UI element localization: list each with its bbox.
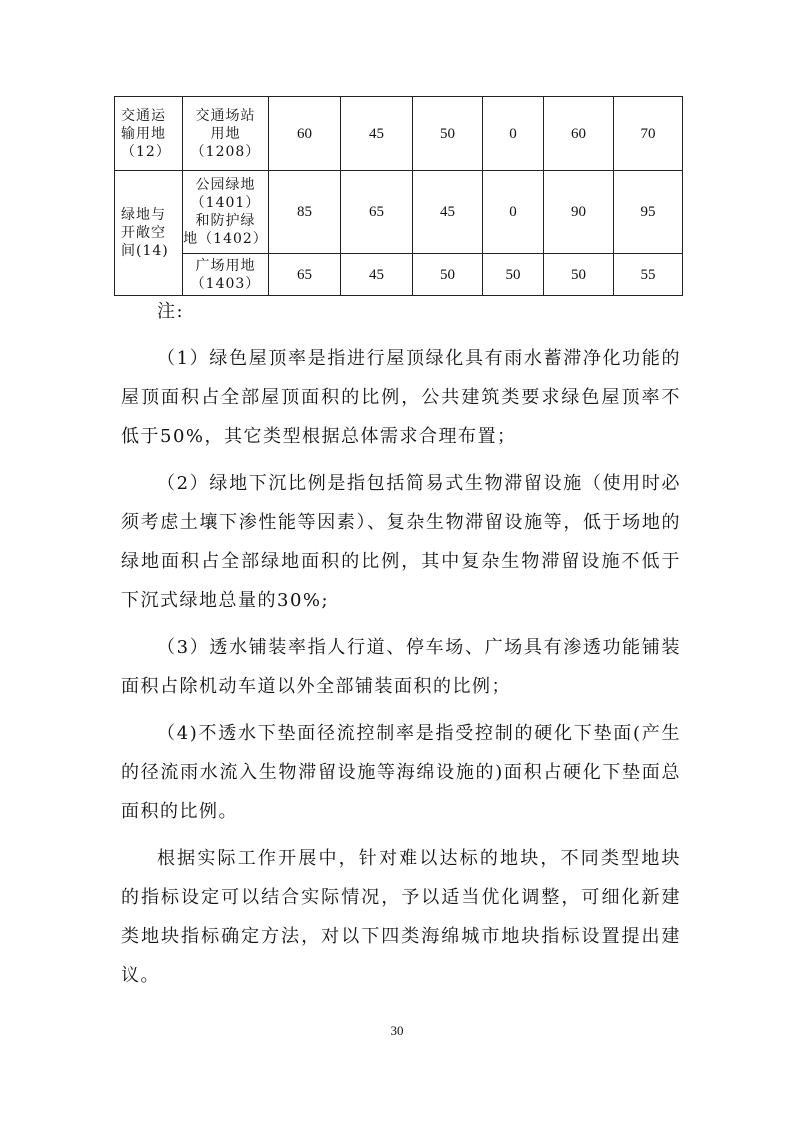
note-item: （4)不透水下垫面径流控制率是指受控制的硬化下垫面(产生的径流雨水流入生物滞留设施等海绵设施的)面积占硬化下垫面总面积的比例。 bbox=[121, 723, 681, 822]
table-row bbox=[115, 254, 683, 296]
table-row bbox=[115, 171, 683, 254]
subcategory-cell bbox=[183, 254, 269, 296]
category-cell bbox=[115, 171, 183, 296]
value-cell: 45 bbox=[341, 97, 413, 171]
subcategory-text: 和防护绿 bbox=[195, 213, 256, 229]
notes-label: 注: bbox=[157, 301, 185, 322]
value-cell: 85 bbox=[269, 171, 341, 254]
page-number: 30 bbox=[390, 1023, 404, 1038]
value-cell: 0 bbox=[483, 171, 544, 254]
category-text: 间(14) bbox=[121, 243, 169, 259]
category-cell bbox=[115, 97, 183, 171]
note-item: （2）绿地下沉比例是指包括简易式生物滞留设施（使用时必须考虑土壤下渗性能等因素）、复杂生物滞留设施等，低于场地的绿地面积占全部绿地面积的比例，其中复杂生物滞留设施不低于下沉式绿地总量的30%; bbox=[121, 473, 681, 611]
value-cell: 95 bbox=[614, 171, 683, 254]
category-text: （12） bbox=[121, 143, 171, 160]
value-cell: 65 bbox=[269, 254, 341, 296]
category-text: 输用地 bbox=[121, 125, 166, 142]
subcategory-text: 交通场站 bbox=[195, 107, 256, 124]
value-cell: 50 bbox=[544, 254, 614, 296]
subcategory-cell bbox=[183, 171, 269, 254]
value-cell: 50 bbox=[413, 254, 483, 296]
subcategory-text: 公园绿地 bbox=[195, 177, 256, 193]
subcategory-text: （1401） bbox=[190, 195, 261, 211]
value-cell: 50 bbox=[483, 254, 544, 296]
category-text: 绿地与 bbox=[121, 207, 166, 223]
value-cell: 45 bbox=[341, 254, 413, 296]
subcategory-text: 地（1402） bbox=[183, 231, 268, 247]
value-cell: 0 bbox=[483, 97, 544, 171]
subcategory-text: 用地 bbox=[210, 125, 241, 142]
value-cell: 65 bbox=[341, 171, 413, 254]
value-cell: 50 bbox=[413, 97, 483, 171]
value-cell: 60 bbox=[269, 97, 341, 171]
value-cell: 70 bbox=[614, 97, 683, 171]
table-row bbox=[115, 97, 683, 171]
subcategory-text: （1403） bbox=[190, 275, 261, 292]
indicator-table bbox=[114, 96, 683, 296]
notes-section bbox=[121, 292, 681, 995]
value-cell: 60 bbox=[544, 97, 614, 171]
value-cell: 45 bbox=[413, 171, 483, 254]
subcategory-text: 广场用地 bbox=[195, 257, 256, 274]
subcategory-text: （1208） bbox=[190, 143, 261, 160]
subcategory-cell bbox=[183, 97, 269, 171]
conclusion-paragraph: 根据实际工作开展中，针对难以达标的地块，不同类型地块的指标设定可以结合实际情况，予以适当优化调整，可细化新建类地块指标确定方法，对以下四类海绵城市地块指标设置提出建议。 bbox=[121, 848, 681, 986]
value-cell: 55 bbox=[614, 254, 683, 296]
category-text: 交通运 bbox=[121, 107, 166, 124]
category-text: 开敞空 bbox=[121, 225, 166, 241]
value-cell: 90 bbox=[544, 171, 614, 254]
note-item: （1）绿色屋顶率是指进行屋顶绿化具有雨水蓄滞净化功能的屋顶面积占全部屋顶面积的比例，公共建筑类要求绿色屋顶率不低于50%，其它类型根据总体需求合理布置； bbox=[121, 348, 681, 447]
note-item: （3）透水铺装率指人行道、停车场、广场具有渗透功能铺装面积占除机动车道以外全部铺装面积的比例； bbox=[121, 637, 681, 697]
